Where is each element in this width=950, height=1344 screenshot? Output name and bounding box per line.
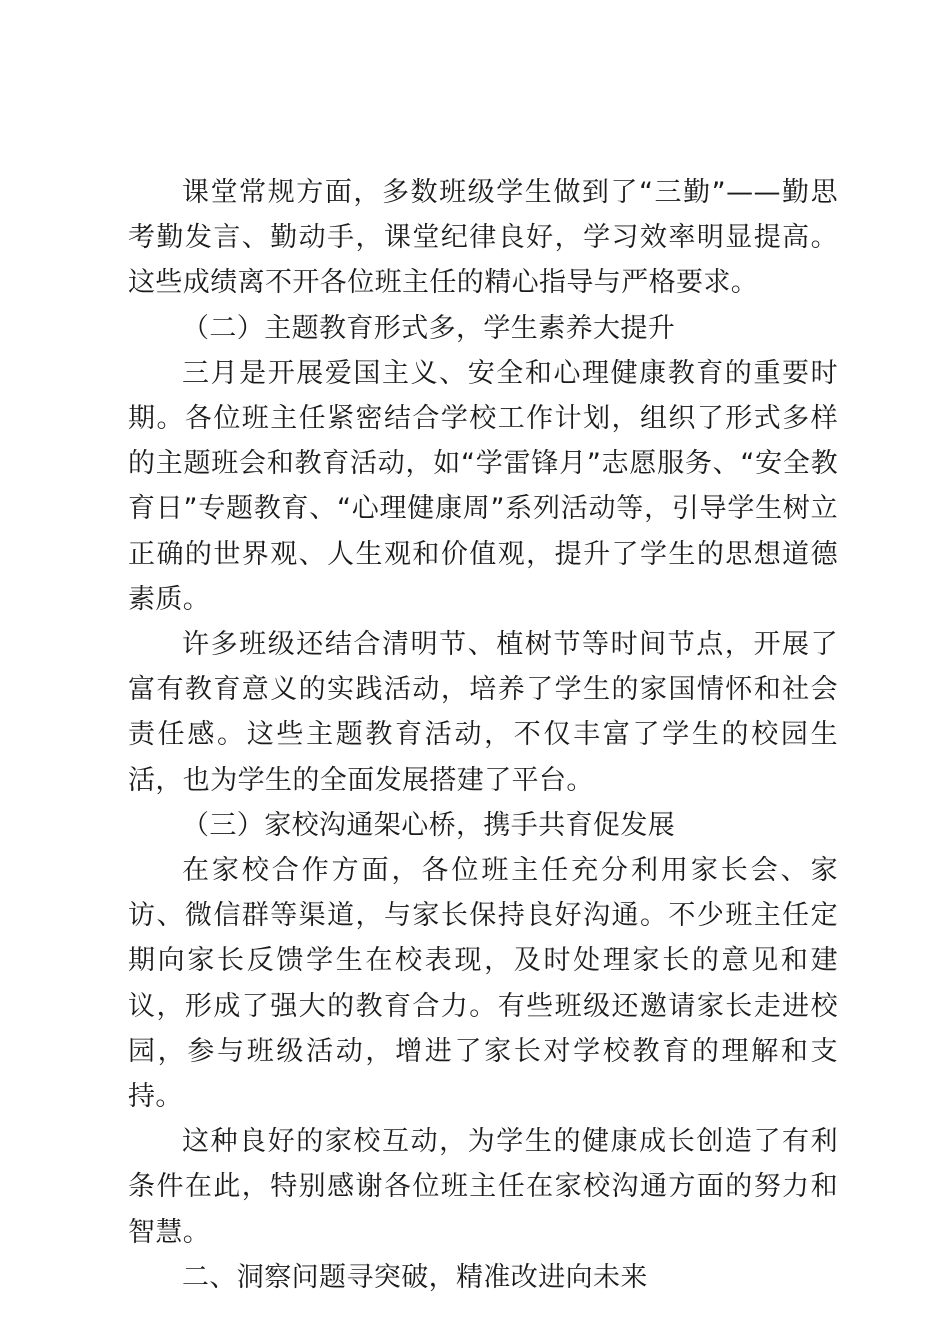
paragraph-home-school-cooperation: 在家校合作方面，各位班主任充分利用家长会、家访、微信群等渠道，与家长保持良好沟通。不少班主任定期向家长反馈学生在校表现，及时处理家长的意见和建议，形成了强大的教育合力。有些班级还邀请家长走进校园，参与班级活动，增进了家长对学校教育的理解和支持。 bbox=[128, 855, 838, 1113]
section-heading-theme-education: （二）主题教育形式多，学生素养大提升 bbox=[182, 312, 676, 344]
paragraph-march-education: 三月是开展爱国主义、安全和心理健康教育的重要时期。各位班主任紧密结合学校工作计划，组织了形式多样的主题班会和教育活动，如“学雷锋月”志愿服务、“安全教育日”专题教育、“心理健康周”系列活动等，引导学生树立正确的世界观、人生观和价值观，提升了学生的思想道德素质。 bbox=[128, 357, 838, 615]
paragraph-practice-activities: 许多班级还结合清明节、植树节等时间节点，开展了富有教育意义的实践活动，培养了学生的家国情怀和社会责任感。这些主题教育活动，不仅丰富了学生的校园生活，也为学生的全面发展搭建了平台。 bbox=[128, 629, 838, 796]
paragraph-classroom-routine: 课堂常规方面，多数班级学生做到了“三勤”——勤思考勤发言、勤动手，课堂纪律良好，学习效率明显提高。这些成绩离不开各位班主任的精心指导与严格要求。 bbox=[128, 177, 838, 299]
section-heading-problems: 二、洞察问题寻突破，精准改进向未来 bbox=[182, 1261, 648, 1293]
paragraph-home-school-interaction: 这种良好的家校互动，为学生的健康成长创造了有利条件在此，特别感谢各位班主任在家校沟通方面的努力和智慧。 bbox=[128, 1126, 838, 1248]
document-body bbox=[128, 170, 838, 1300]
section-heading-home-school: （三）家校沟通架心桥，携手共育促发展 bbox=[182, 809, 676, 841]
